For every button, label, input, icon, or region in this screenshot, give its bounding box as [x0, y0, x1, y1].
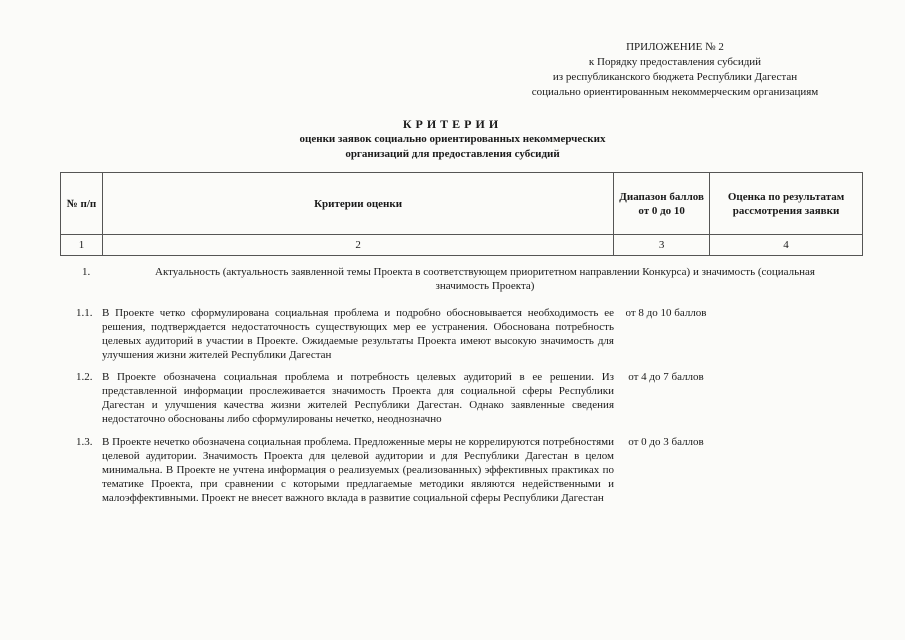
criterion-number: 1.3. [76, 436, 93, 448]
section-number: 1. [82, 266, 91, 278]
title-main: КРИТЕРИИ [402, 117, 503, 131]
criterion-text: В Проекте четко сформулирована социальная проблема и подробно обосновывается необходимость ее решения, подтверждается недостаточность существующих мер ее устранения. Обоснована потребность целевых аудиторий в участии в Проекте. Ожидаемые результаты Проекта имеют высокую значимость для улучшения жизни жителей Республики Дагестан [102, 307, 614, 361]
appendix-header [505, 40, 845, 100]
appendix-line: социально ориентированным некоммерческим организациям [531, 86, 819, 98]
column-header-evaluation: Оценка по результатам рассмотрения заявки [710, 173, 863, 235]
appendix-line: из республиканского бюджета Республики Дагестан [552, 71, 798, 83]
title-subtitle: оценки заявок социально ориентированных некоммерческих [299, 133, 606, 145]
criterion-range: от 8 до 10 баллов [625, 307, 707, 319]
column-header-number: № п/п [61, 173, 103, 235]
criterion-text: В Проекте обозначена социальная проблема и потребность целевых аудиторий в ее решении. Из представленной информации прослеживается значимость Проекта для социальной сферы Республики Дагестан и улучшения качества жизни жителей Республики Дагестан. Однако заявленные сведения недостаточно обоснованы либо сформулированы нечетко, неоднозначно [102, 371, 614, 425]
table-column-numbers-row [61, 235, 863, 256]
criterion-number: 1.1. [76, 307, 93, 319]
appendix-number: ПРИЛОЖЕНИЕ № 2 [626, 41, 724, 53]
criteria-table [60, 172, 863, 256]
column-header-criteria: Критерии оценки [102, 173, 613, 235]
appendix-line: к Порядку предоставления субсидий [588, 56, 762, 68]
document-title [0, 117, 905, 162]
criterion-text: В Проекте нечетко обозначена социальная проблема. Предложенные меры не коррелируются потребностями целевой аудитории. Значимость Проекта для целевой аудитории и для Республики Дагестан в целом минимальна. В Проекте не учтена информация о реализуемых (реализованных) эффективных практиках по тематике Проекта, при сравнении с которыми предлагаемые методики являются недейственными и малоэффективными. Проект не внесет важного вклада в развитие социальной сферы Республики Дагестан [102, 436, 614, 504]
criterion-range: от 0 до 3 баллов [628, 436, 704, 448]
column-number: 1 [61, 235, 103, 256]
table-header-row [61, 173, 863, 235]
section-heading [60, 265, 863, 293]
criterion-range: от 4 до 7 баллов [628, 371, 704, 383]
column-number: 2 [102, 235, 613, 256]
column-header-range: Диапазон баллов от 0 до 10 [614, 173, 710, 235]
title-subtitle: организаций для предоставления субсидий [345, 148, 560, 160]
section-text: Актуальность (актуальность заявленной темы Проекта в соответствующем приоритетном направлении Конкурса) и значимость (социальная значимость Проекта) [155, 266, 815, 292]
column-number: 4 [710, 235, 863, 256]
criterion-number: 1.2. [76, 371, 93, 383]
column-number: 3 [614, 235, 710, 256]
